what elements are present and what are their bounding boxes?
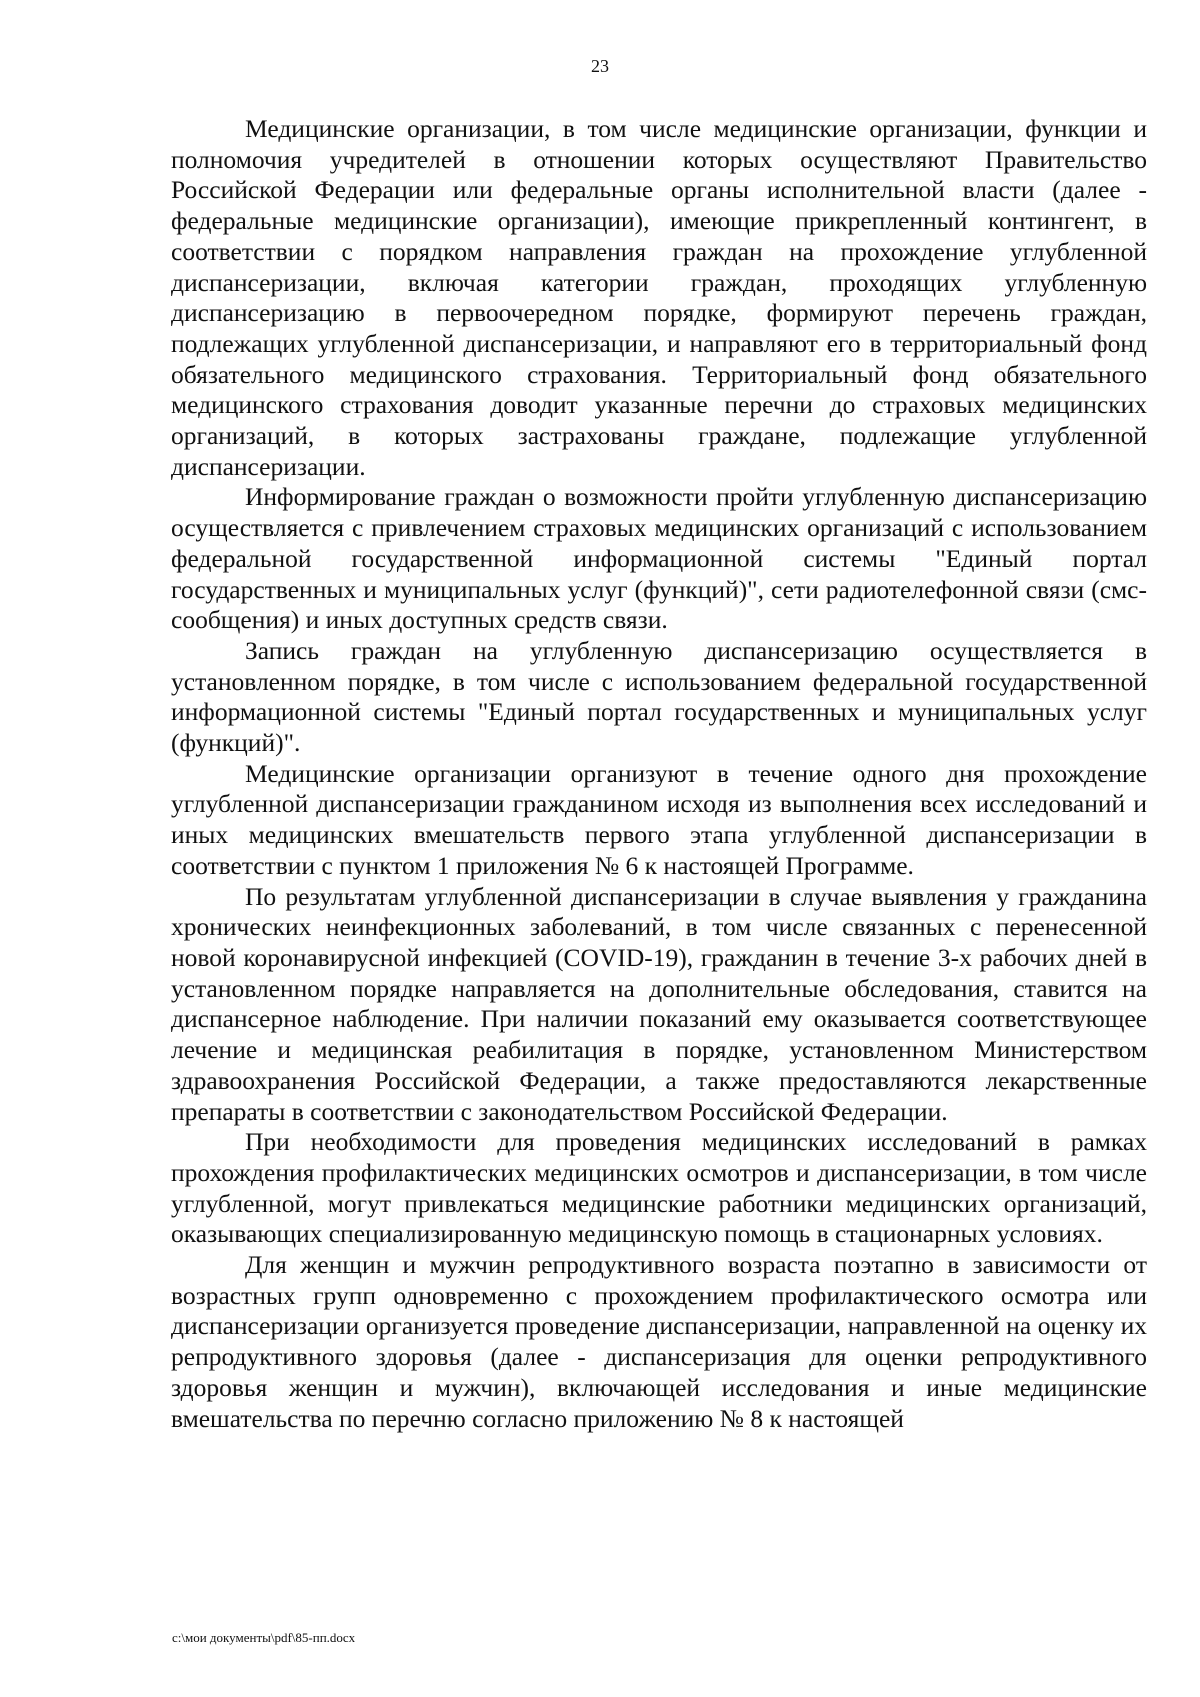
paragraph: Для женщин и мужчин репродуктивного возраста поэтапно в зависимости от возрастных групп одновременно с прохождением профилактического осмотра или диспансеризации организуется проведение диспансеризации, направленной на оценку их репродуктивного здоровья (далее - диспансеризация для оценки репродуктивного здоровья женщин и мужчин), включающей исследования и иные медицинские вмешательства по перечню согласно приложению № 8 к настоящей [171,1250,1147,1433]
footer-file-path: c:\мои документы\pdf\85-пп.docx [172,1630,356,1645]
paragraph: При необходимости для проведения медицинских исследований в рамках прохождения профилактических медицинских осмотров и диспансеризации, в том числе углубленной, могут привлекаться медицинские работники медицинских организаций, оказывающих специализированную медицинскую помощь в стационарных условиях. [171,1127,1147,1249]
paragraph: Информирование граждан о возможности пройти углубленную диспансеризацию осуществляется с привлечением страховых медицинских организаций с использованием федеральной государственной информационной системы "Единый портал государственных и муниципальных услуг (функций)", сети радиотелефонной связи (смс-сообщения) и иных доступных средств связи. [171,482,1147,635]
paragraph: По результатам углубленной диспансеризации в случае выявления у гражданина хронических неинфекционных заболеваний, в том числе связанных с перенесенной новой коронавирусной инфекцией (COVID-19), гражданин в течение 3-х рабочих дней в установленном порядке направляется на дополнительные обследования, ставится на диспансерное наблюдение. При наличии показаний ему оказывается соответствующее лечение и медицинская реабилитация в порядке, установленном Министерством здравоохранения Российской Федерации, а также предоставляются лекарственные препараты в соответствии с законодательством Российской Федерации. [171,881,1147,1126]
paragraph: Медицинские организации организуют в течение одного дня прохождение углубленной диспансеризации гражданином исходя из выполнения всех исследований и иных медицинских вмешательств первого этапа углубленной диспансеризации в соответствии с пунктом 1 приложения № 6 к настоящей Программе. [171,758,1147,880]
paragraph: Медицинские организации, в том числе медицинские организации, функции и полномочия учредителей в отношении которых осуществляют Правительство Российской Федерации или федеральные органы исполнительной власти (далее - федеральные медицинские организации), имеющие прикрепленный контингент, в соответствии с порядком направления граждан на прохождение углубленной диспансеризации, включая категории граждан, проходящих углубленную диспансеризацию в первоочередном порядке, формируют перечень граждан, подлежащих углубленной диспансеризации, и направляют его в территориальный фонд обязательного медицинского страхования. Территориальный фонд обязательного медицинского страхования доводит указанные перечни до страховых медицинских организаций, в которых застрахованы граждане, подлежащие углубленной диспансеризации. [171,114,1147,481]
document-body [171,114,1147,1434]
page-number: 23 [591,56,609,76]
paragraph: Запись граждан на углубленную диспансеризацию осуществляется в установленном порядке, в том числе с использованием федеральной государственной информационной системы "Единый портал государственных и муниципальных услуг (функций)". [171,635,1147,758]
